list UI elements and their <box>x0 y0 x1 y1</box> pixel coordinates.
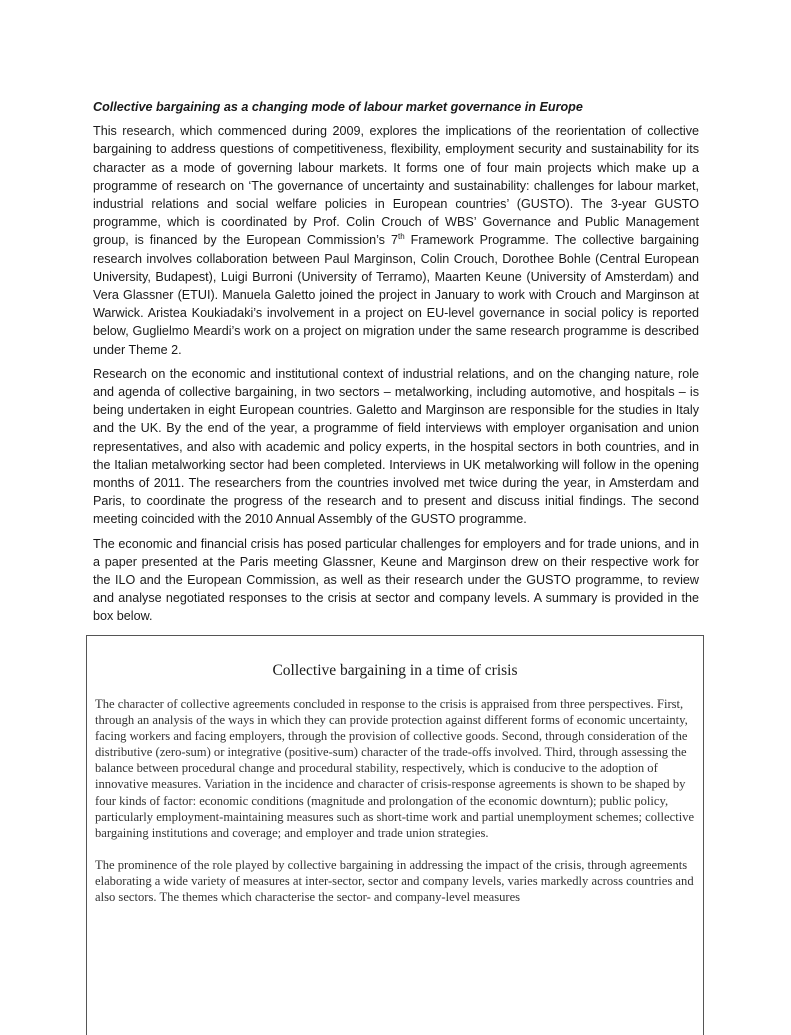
paragraph-2: Research on the economic and institutional context of industrial relations, and on the changing nature, role and agenda of collective bargaining, in two sectors – metalworking, including automotive, and hospitals – is being undertaken in eight European countries. Galetto and Marginson are responsible for the studies in Italy and the UK. By the end of the year, a programme of field interviews with employer organisation and union representatives, and also with academic and policy experts, in the hospital sectors in both countries, and in the Italian metalworking sector had been completed. Interviews in UK metalworking will follow in the opening months of 2011. The researchers from the countries involved met twice during the year, in Amsterdam and Paris, to coordinate the progress of the research and to present and discuss initial findings. The second meeting coincided with the 2010 Annual Assembly of the GUSTO programme. <box>93 366 699 527</box>
crisis-summary-box <box>86 635 704 1035</box>
superscript-th: th <box>397 232 405 242</box>
box-body <box>87 696 703 905</box>
section-heading: Collective bargaining as a changing mode of labour market governance in Europe <box>93 100 583 114</box>
box-paragraph-2: The prominence of the role played by collective bargaining in addressing the impact of the crisis, through agreements elaborating a wide variety of measures at inter-sector, sector and company levels, varies markedly across countries and also sectors. The themes which characterise the sector- and company-level measures <box>95 857 694 905</box>
paragraph-1-part-a: This research, which commenced during 2009, explores the implications of the reorientation of collective bargaining to address questions of competitiveness, flexibility, employment security and sustainability for its character as a mode of governing labour markets. It forms one of four main projects which make up a programme of research on ‘The governance of uncertainty and sustainability: challenges for labour market, industrial relations and social welfare policies in European countries’ (GUSTO). The 3-year GUSTO programme, which is coordinated by Prof. Colin Crouch of WBS’ Governance and Public Management group, is financed by the European Commission’s 7 <box>93 124 699 248</box>
paragraph-1-part-b: Framework Programme. The collective bargaining research involves collaboration between Paul Marginson, Colin Crouch, Dorothee Bohle (Central European University, Budapest), Luigi Burroni (University of Terramo), Maarten Keune (University of Amsterdam) and Vera Glassner (ETUI). Manuela Galetto joined the project in January to work with Crouch and Marginson at Warwick. Aristea Koukiadaki’s involvement in a project on EU-level governance in social policy is reported below, Guglielmo Meardi’s work on a project on migration under the same research programme is described under Theme 2. <box>93 233 699 357</box>
document-body <box>93 98 699 632</box>
box-title: Collective bargaining in a time of crisis <box>272 662 518 679</box>
paragraph-1 <box>93 122 699 359</box>
box-paragraph-1: The character of collective agreements concluded in response to the crisis is appraised from three perspectives. First, through an analysis of the ways in which they can provide protection against different forms of economic uncertainty, facing workers and facing employers, through the provision of collective goods. Second, through consideration of the distributive (zero-sum) or integrative (positive-sum) character of the trade-offs involved. Third, through assessing the balance between procedural change and procedural stability, respectively, which is conducive to the adoption of innovative measures. Variation in the incidence and character of crisis-response agreements is shown to be shaped by four kinds of factor: economic conditions (magnitude and prolongation of the economic downturn); public policy, particularly employment-maintaining measures such as short-time work and partial unemployment schemes; collective bargaining institutions and coverage; and employer and trade union strategies. <box>95 697 695 840</box>
paragraph-3: The economic and financial crisis has posed particular challenges for employers and for trade unions, and in a paper presented at the Paris meeting Glassner, Keune and Marginson drew on their respective work for the ILO and the European Commission, as well as their research under the GUSTO programme, to review and analyse negotiated responses to the crisis at sector and company levels. A summary is provided in the box below. <box>93 536 699 624</box>
